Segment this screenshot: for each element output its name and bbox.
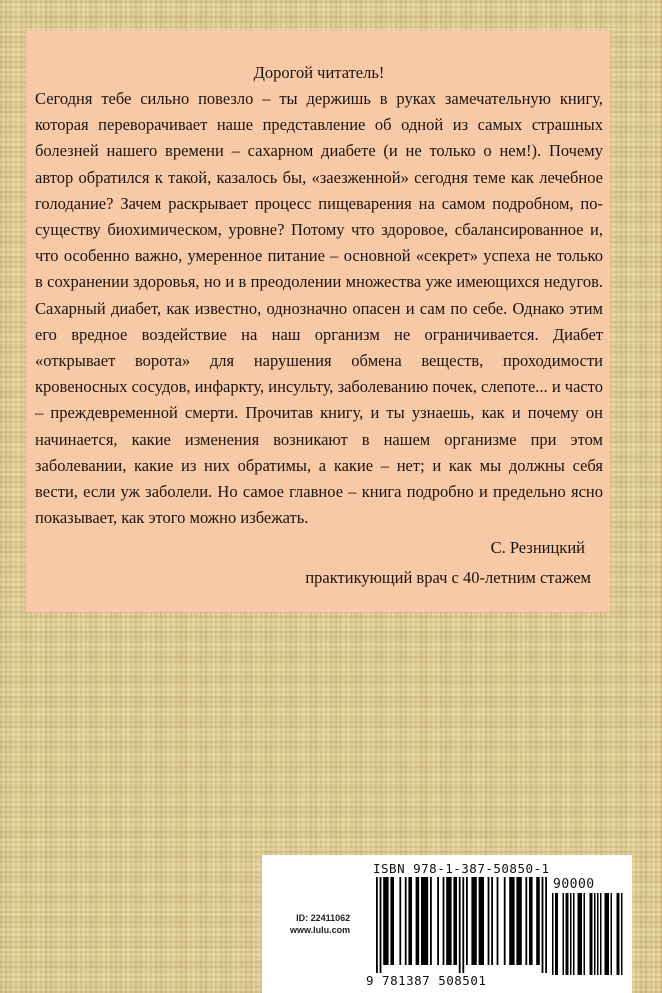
- ean-bar: [430, 877, 432, 965]
- addon-bar: [563, 893, 565, 975]
- ean-bar: [525, 877, 527, 965]
- price-code-label: 90000: [553, 877, 595, 892]
- ean-bar: [453, 877, 457, 965]
- ean-bar: [536, 877, 540, 965]
- ean-bar: [446, 877, 451, 965]
- addon-bar: [570, 893, 572, 975]
- book-id: ID: 22411062: [296, 913, 351, 923]
- ean-bar: [380, 877, 382, 973]
- ean-bar: [399, 877, 401, 965]
- addon-bar: [573, 893, 575, 975]
- addon-bar: [594, 893, 596, 975]
- ean-bar: [491, 877, 493, 965]
- ean-bar: [462, 877, 464, 973]
- ean-bar: [516, 877, 521, 965]
- ean-bar: [416, 877, 420, 965]
- signature-title: практикующий врач с 40-летним стажем: [305, 568, 591, 588]
- ean-bar: [376, 877, 378, 973]
- ean-bar: [504, 877, 506, 965]
- addon-bar: [611, 893, 613, 975]
- ean-bar: [466, 877, 468, 965]
- addon-bar: [621, 893, 623, 975]
- ean-bar: [509, 877, 514, 965]
- isbn-barcode-box: [262, 855, 632, 993]
- addon-bar: [578, 893, 583, 975]
- ean-bar: [529, 877, 533, 965]
- ean-barcode-graphic: [376, 877, 548, 973]
- ean-bar: [488, 877, 490, 965]
- addon-bar: [584, 893, 586, 975]
- ean-bar: [545, 877, 547, 973]
- ean-bar: [443, 877, 445, 965]
- addon-bar: [566, 893, 569, 975]
- ean-bar: [459, 877, 461, 973]
- ean-bar: [471, 877, 476, 965]
- letter-body: Сегодня тебе сильно повезло – ты держишь в руках замечательную книгу, которая переворачивает наше представление об одной из самых страшных болезней нашего времени – сахарном диабете (и не только о нем!). Почему автор обратился к такой, казалось бы, «заезженной» сегодня теме как лечебное голодание? Зачем раскрывает процесс пищеварения на самом подробном, по-существу биохимическом, уровне? Потому что здоровое, сбалансированное и, что особенно важно, умеренное питание – основной «секрет» успеха не только в сохранении здоровья, но и в преодолении множества уже имеющихся недугов. Сахарный диабет, как известно, однозначно опасен и сам по себе. Однако этим его вредное воздействие на наш организм не ограничивается. Диабет «открывает ворота» для нарушения обмена веществ, проходимости кровеносных сосудов, инфаркту, инсульту, заболеванию почек, слепоте... и часто – преждевременной смерти. Прочитав книгу, и ты узнаешь, как и почему он начинается, какие изменения возникают в нашем организме при этом заболевании, какие из них обратимы, а какие – нет; и как мы должны себя вести, если уж заболели. Но самое главное – книга подробно и предельно ясно показывает, как этого можно избежать.: [35, 89, 603, 528]
- publisher-site: www.lulu.com: [290, 925, 351, 935]
- signature-name: С. Резницкий: [490, 538, 585, 558]
- ean-bar: [421, 877, 428, 965]
- back-cover-text-panel: [26, 30, 610, 612]
- addon-bar: [605, 893, 610, 975]
- isbn-label: ISBN 978-1-387-50850-1: [373, 861, 550, 876]
- ean-bar: [390, 877, 394, 965]
- ean-bar: [408, 877, 412, 965]
- addon-bar: [617, 893, 620, 975]
- ean-bar: [479, 877, 484, 965]
- publisher-ident: [290, 912, 350, 936]
- addon-bar: [600, 893, 602, 975]
- ean-bar: [437, 877, 439, 965]
- ean-bar: [383, 877, 388, 965]
- ean-bar: [405, 877, 407, 965]
- addon-bar: [555, 893, 558, 975]
- ean-digits-label: 9 781387 508501: [366, 973, 487, 988]
- ean-bar: [497, 877, 499, 965]
- addon-bar: [590, 893, 593, 975]
- addon-bar: [597, 893, 599, 975]
- ean-bar: [542, 877, 544, 973]
- letter-heading: Дорогой читатель!: [253, 63, 385, 82]
- addon-bar: [552, 893, 554, 975]
- addon-barcode-graphic: [552, 893, 624, 975]
